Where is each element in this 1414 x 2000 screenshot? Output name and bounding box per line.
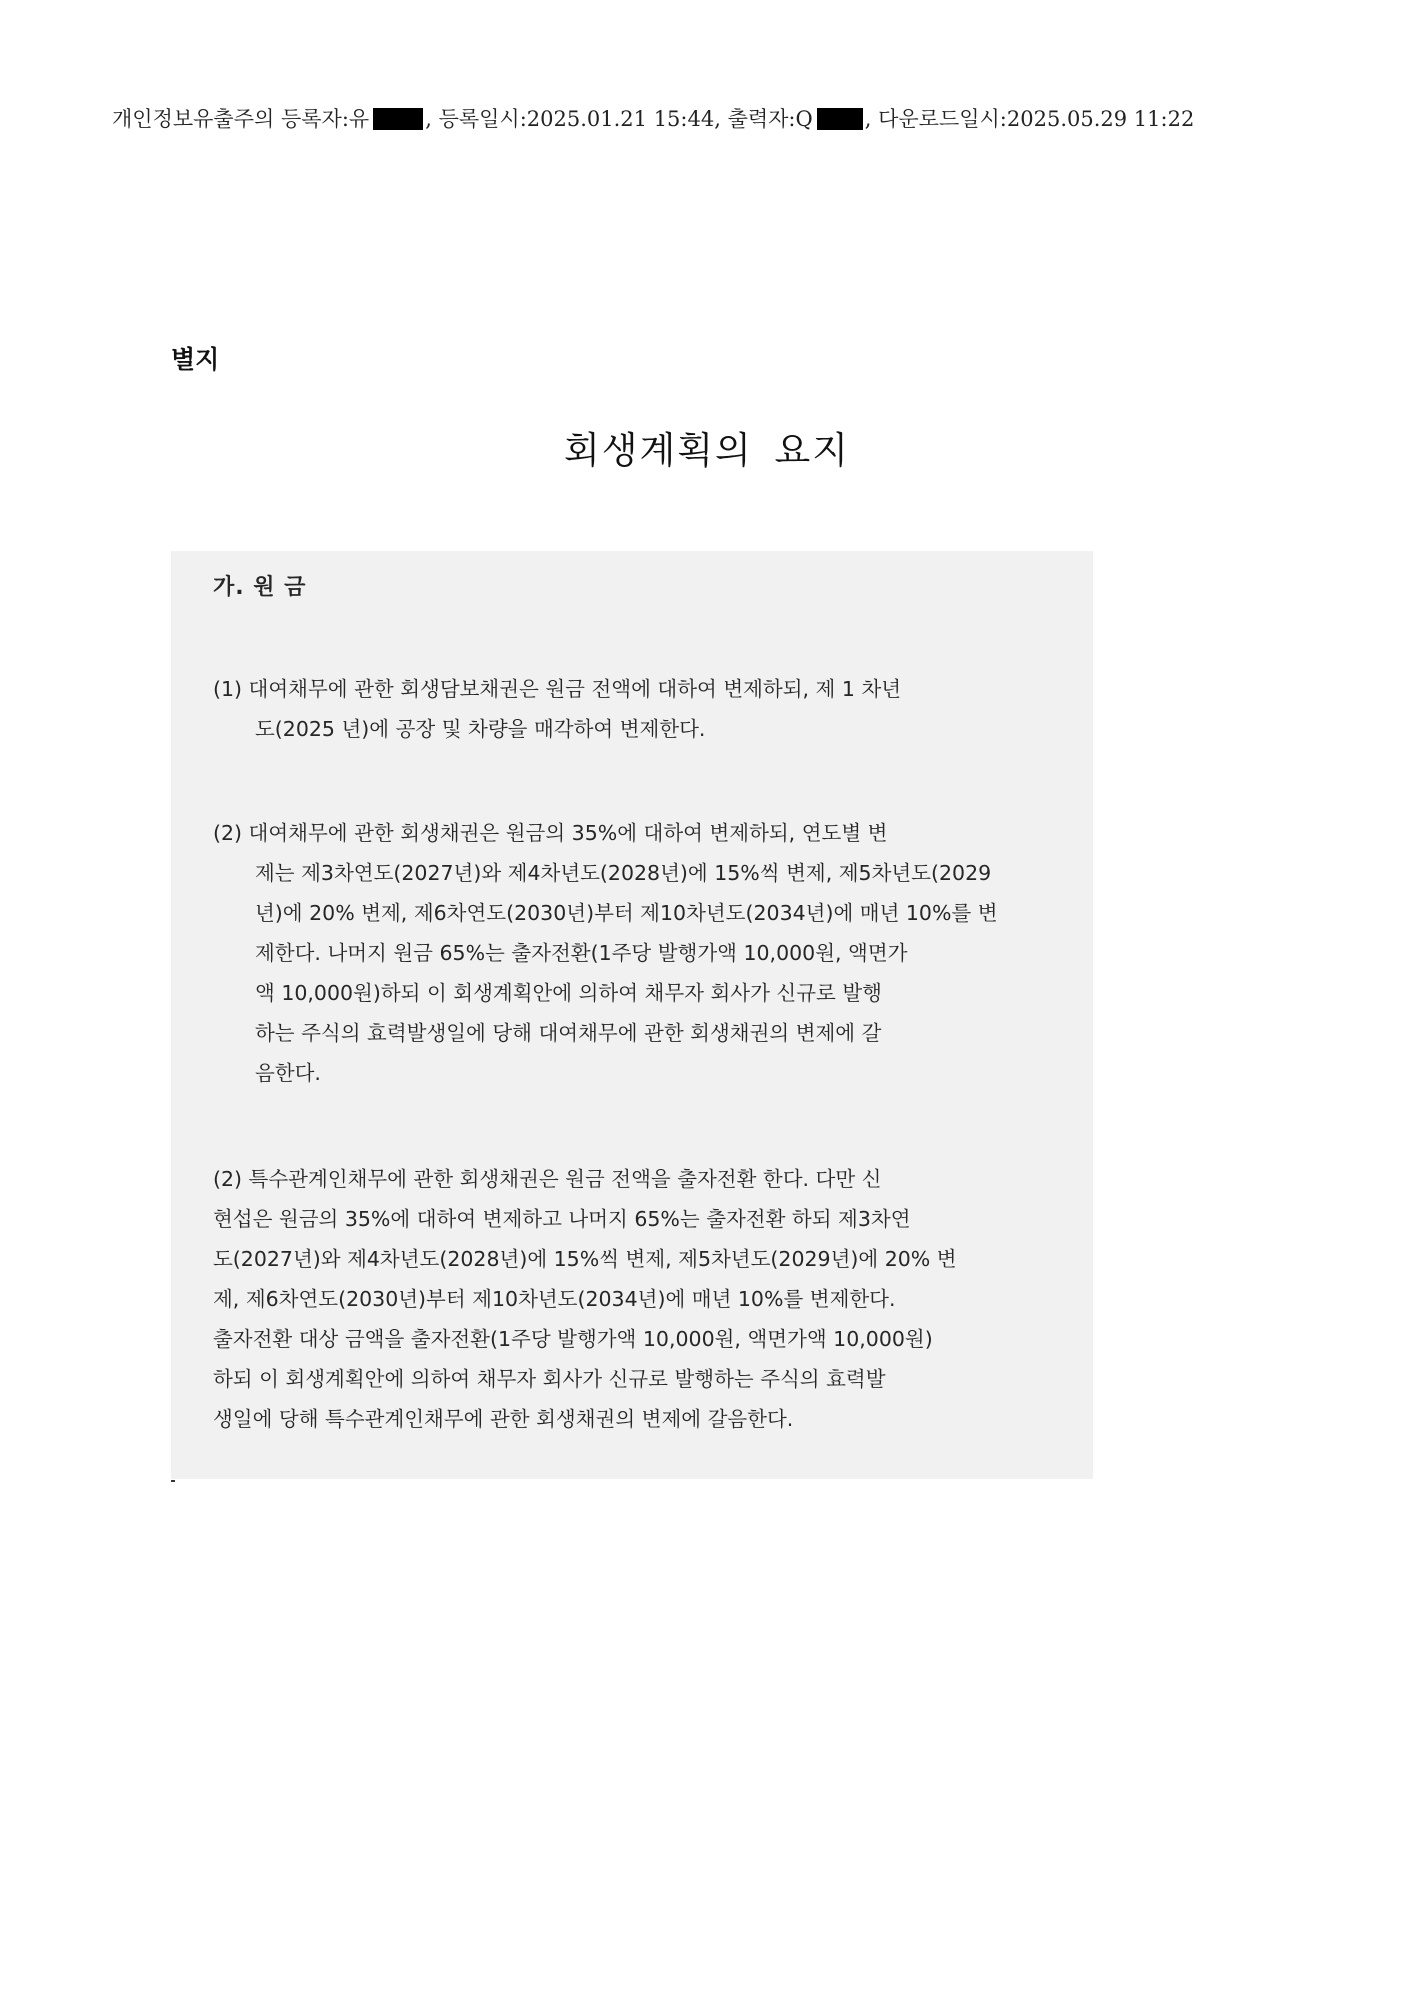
paragraph-loan-claims	[213, 813, 998, 1093]
redaction-bar	[817, 108, 863, 130]
paragraph-related-party-claims	[213, 1159, 957, 1439]
privacy-label: 개인정보유출주의	[112, 107, 275, 131]
paragraph-line: 제, 제6차연도(2030년)부터 제10차년도(2034년)에 매년 10%를 변제한다.	[213, 1287, 896, 1311]
scan-edge-mark	[171, 1480, 175, 1482]
registered-at: , 등록일시:2025.01.21 15:44, 출력자:	[425, 107, 796, 131]
print-watermark-header	[112, 104, 1312, 134]
paragraph-line: 출자전환 대상 금액을 출자전환(1주당 발행가액 10,000원, 액면가액 10,000원)	[213, 1327, 933, 1351]
attachment-label: 별지	[171, 345, 220, 374]
document-title	[0, 420, 1414, 474]
downloaded-at: , 다운로드일시:2025.05.29 11:22	[864, 107, 1195, 131]
registrant-label: 등록자:	[280, 107, 349, 131]
paragraph-line: (2) 대여채무에 관한 회생채권은 원금의 35%에 대하여 변제하되, 연도별 변	[213, 821, 888, 845]
paragraph-line: 현섭은 원금의 35%에 대하여 변제하고 나머지 65%는 출자전환 하되 제3차연	[213, 1207, 911, 1231]
paragraph-line: 생일에 당해 특수관계인채무에 관한 회생채권의 변제에 갈음한다.	[213, 1407, 794, 1431]
scanned-text	[213, 565, 1061, 1431]
paragraph-line: (1) 대여채무에 관한 회생담보채권은 원금 전액에 대하여 변제하되, 제 1 차년	[213, 677, 902, 701]
document-title-main: 회생계획의	[564, 429, 753, 472]
paragraph-line: 도(2027년)와 제4차년도(2028년)에 15%씩 변제, 제5차년도(2029년)에 20% 변	[213, 1247, 957, 1271]
section-heading: 가. 원 금	[213, 575, 307, 600]
paragraph-line: 하는 주식의 효력발생일에 당해 대여채무에 관한 회생채권의 변제에 갈	[255, 1021, 882, 1045]
redaction-bar	[373, 108, 423, 130]
registrant-name-partial: 유	[348, 107, 370, 131]
printer-name-partial: Q	[795, 107, 813, 131]
paragraph-line: 제는 제3차연도(2027년)와 제4차년도(2028년)에 15%씩 변제, 제5차년도(2029	[255, 861, 992, 885]
paragraph-line: 하되 이 회생계획안에 의하여 채무자 회사가 신규로 발행하는 주식의 효력발	[213, 1367, 886, 1391]
paragraph-line: 액 10,000원)하되 이 회생계획안에 의하여 채무자 회사가 신규로 발행	[255, 981, 882, 1005]
paragraph-secured-claims	[213, 669, 901, 749]
paragraph-line: 음한다.	[255, 1061, 321, 1085]
scanned-excerpt	[171, 551, 1093, 1479]
paragraph-line: 년)에 20% 변제, 제6차연도(2030년)부터 제10차년도(2034년)에 매년 10%를 변	[255, 901, 998, 925]
paragraph-line: (2) 특수관계인채무에 관한 회생채권은 원금 전액을 출자전환 한다. 다만 신	[213, 1167, 882, 1191]
paragraph-line: 도(2025 년)에 공장 및 차량을 매각하여 변제한다.	[255, 717, 706, 741]
paragraph-line: 제한다. 나머지 원금 65%는 출자전환(1주당 발행가액 10,000원, 액면가	[255, 941, 908, 965]
document-title-tail: 요지	[774, 429, 850, 472]
